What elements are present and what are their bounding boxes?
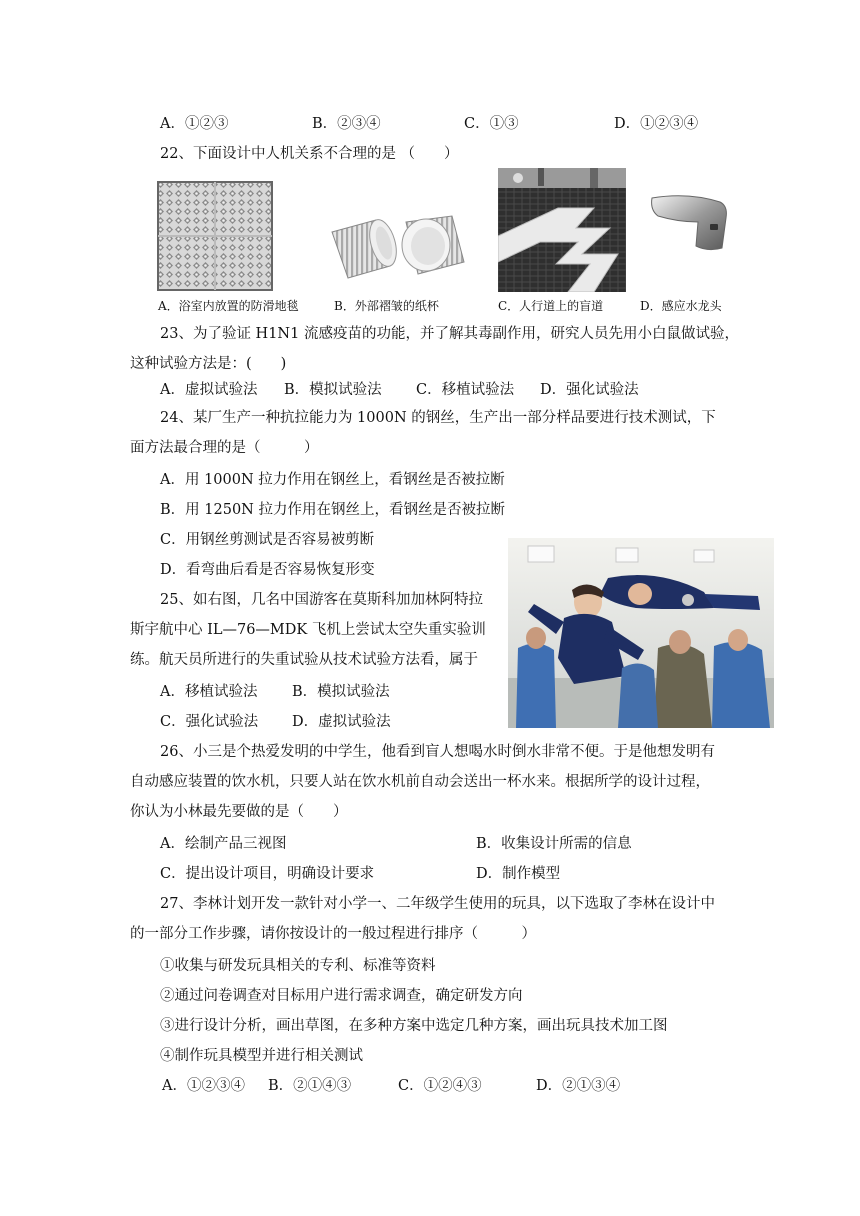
q27-option-a: A．①②③④: [162, 1078, 245, 1094]
q27-step-4: ④制作玩具模型并进行相关测试: [160, 1048, 363, 1064]
q27-step-1: ①收集与研发玩具相关的专利、标准等资料: [160, 958, 436, 974]
q22-caption-c: C．人行道上的盲道: [498, 299, 604, 313]
q25-stem-line3: 练。航天员所进行的失重试验从技术试验方法看，属于: [130, 652, 478, 668]
q26-option-d: D．制作模型: [476, 866, 561, 882]
q22-caption-a: A．浴室内放置的防滑地毯: [158, 299, 299, 313]
q24-stem-line2: 面方法最合理的是（ ）: [130, 440, 319, 456]
q26-option-b: B．收集设计所需的信息: [476, 836, 632, 852]
q23-option-b: B．模拟试验法: [284, 382, 382, 398]
q23-option-a: A．虚拟试验法: [160, 382, 258, 398]
tactile-paving-image: [498, 168, 626, 292]
q26-option-a: A．绘制产品三视图: [160, 836, 287, 852]
q21-option-c: C．①③: [464, 116, 519, 132]
q22-stem: 22、下面设计中人机关系不合理的是 （ ）: [160, 146, 459, 162]
q23-stem-line2: 这种试验方法是：( ): [130, 356, 287, 372]
q24-stem-line1: 24、某厂生产一种抗拉能力为 1000N 的钢丝，生产出一部分样品要进行技术测试，下: [160, 410, 716, 426]
q24-option-c: C．用钢丝剪测试是否容易被剪断: [160, 532, 375, 548]
q25-option-d: D．虚拟试验法: [292, 714, 391, 730]
q22-caption-d: D．感应水龙头: [640, 299, 722, 313]
q27-option-c: C．①②④③: [398, 1078, 482, 1094]
q26-stem-line1: 26、小三是个热爱发明的中学生，他看到盲人想喝水时倒水非常不便。于是他想发明有: [160, 744, 715, 760]
anti-slip-mat-image: [156, 180, 274, 292]
q23-option-d: D．强化试验法: [540, 382, 639, 398]
q24-option-b: B．用 1250N 拉力作用在钢丝上，看钢丝是否被拉断: [160, 502, 505, 518]
q21-option-a: A．①②③: [160, 116, 229, 132]
paper-cups-image: [326, 208, 470, 286]
q27-stem-line2: 的一部分工作步骤，请你按设计的一般过程进行排序（ ）: [130, 926, 536, 942]
q21-option-d: D．①②③④: [614, 116, 699, 132]
q27-step-2: ②通过问卷调查对目标用户进行需求调查，确定研发方向: [160, 988, 523, 1004]
sensor-faucet-image: [648, 192, 730, 252]
q27-option-b: B．②①④③: [268, 1078, 352, 1094]
q25-stem-line2: 斯宇航中心 IL—76—MDK 飞机上尝试太空失重实验训: [130, 622, 486, 638]
q26-stem-line2: 自动感应装置的饮水机，只要人站在饮水机前自动会送出一杯水来。根据所学的设计过程，: [130, 774, 710, 790]
q27-step-3: ③进行设计分析，画出草图，在多种方案中选定几种方案，画出玩具技术加工图: [160, 1018, 668, 1034]
q25-option-a: A．移植试验法: [160, 684, 258, 700]
q24-option-a: A．用 1000N 拉力作用在钢丝上，看钢丝是否被拉断: [160, 472, 505, 488]
q22-caption-b: B．外部褶皱的纸杯: [334, 299, 439, 313]
q27-stem-line1: 27、李林计划开发一款针对小学一、二年级学生使用的玩具，以下选取了李林在设计中: [160, 896, 715, 912]
q24-option-d: D．看弯曲后看是否容易恢复形变: [160, 562, 375, 578]
q26-option-c: C．提出设计项目，明确设计要求: [160, 866, 375, 882]
q25-stem-line1: 25、如右图，几名中国游客在莫斯科加加林阿特拉: [160, 592, 483, 608]
q23-option-c: C．移植试验法: [416, 382, 515, 398]
q25-option-b: B．模拟试验法: [292, 684, 390, 700]
q25-option-c: C．强化试验法: [160, 714, 259, 730]
q23-stem-line1: 23、为了验证 H1N1 流感疫苗的功能，并了解其毒副作用，研究人员先用小白鼠做试验，: [160, 326, 739, 342]
q21-option-b: B．②③④: [312, 116, 381, 132]
q26-stem-line3: 你认为小林最先要做的是（ ）: [130, 804, 348, 820]
q27-option-d: D．②①③④: [536, 1078, 621, 1094]
zero-gravity-photo: [508, 538, 774, 728]
